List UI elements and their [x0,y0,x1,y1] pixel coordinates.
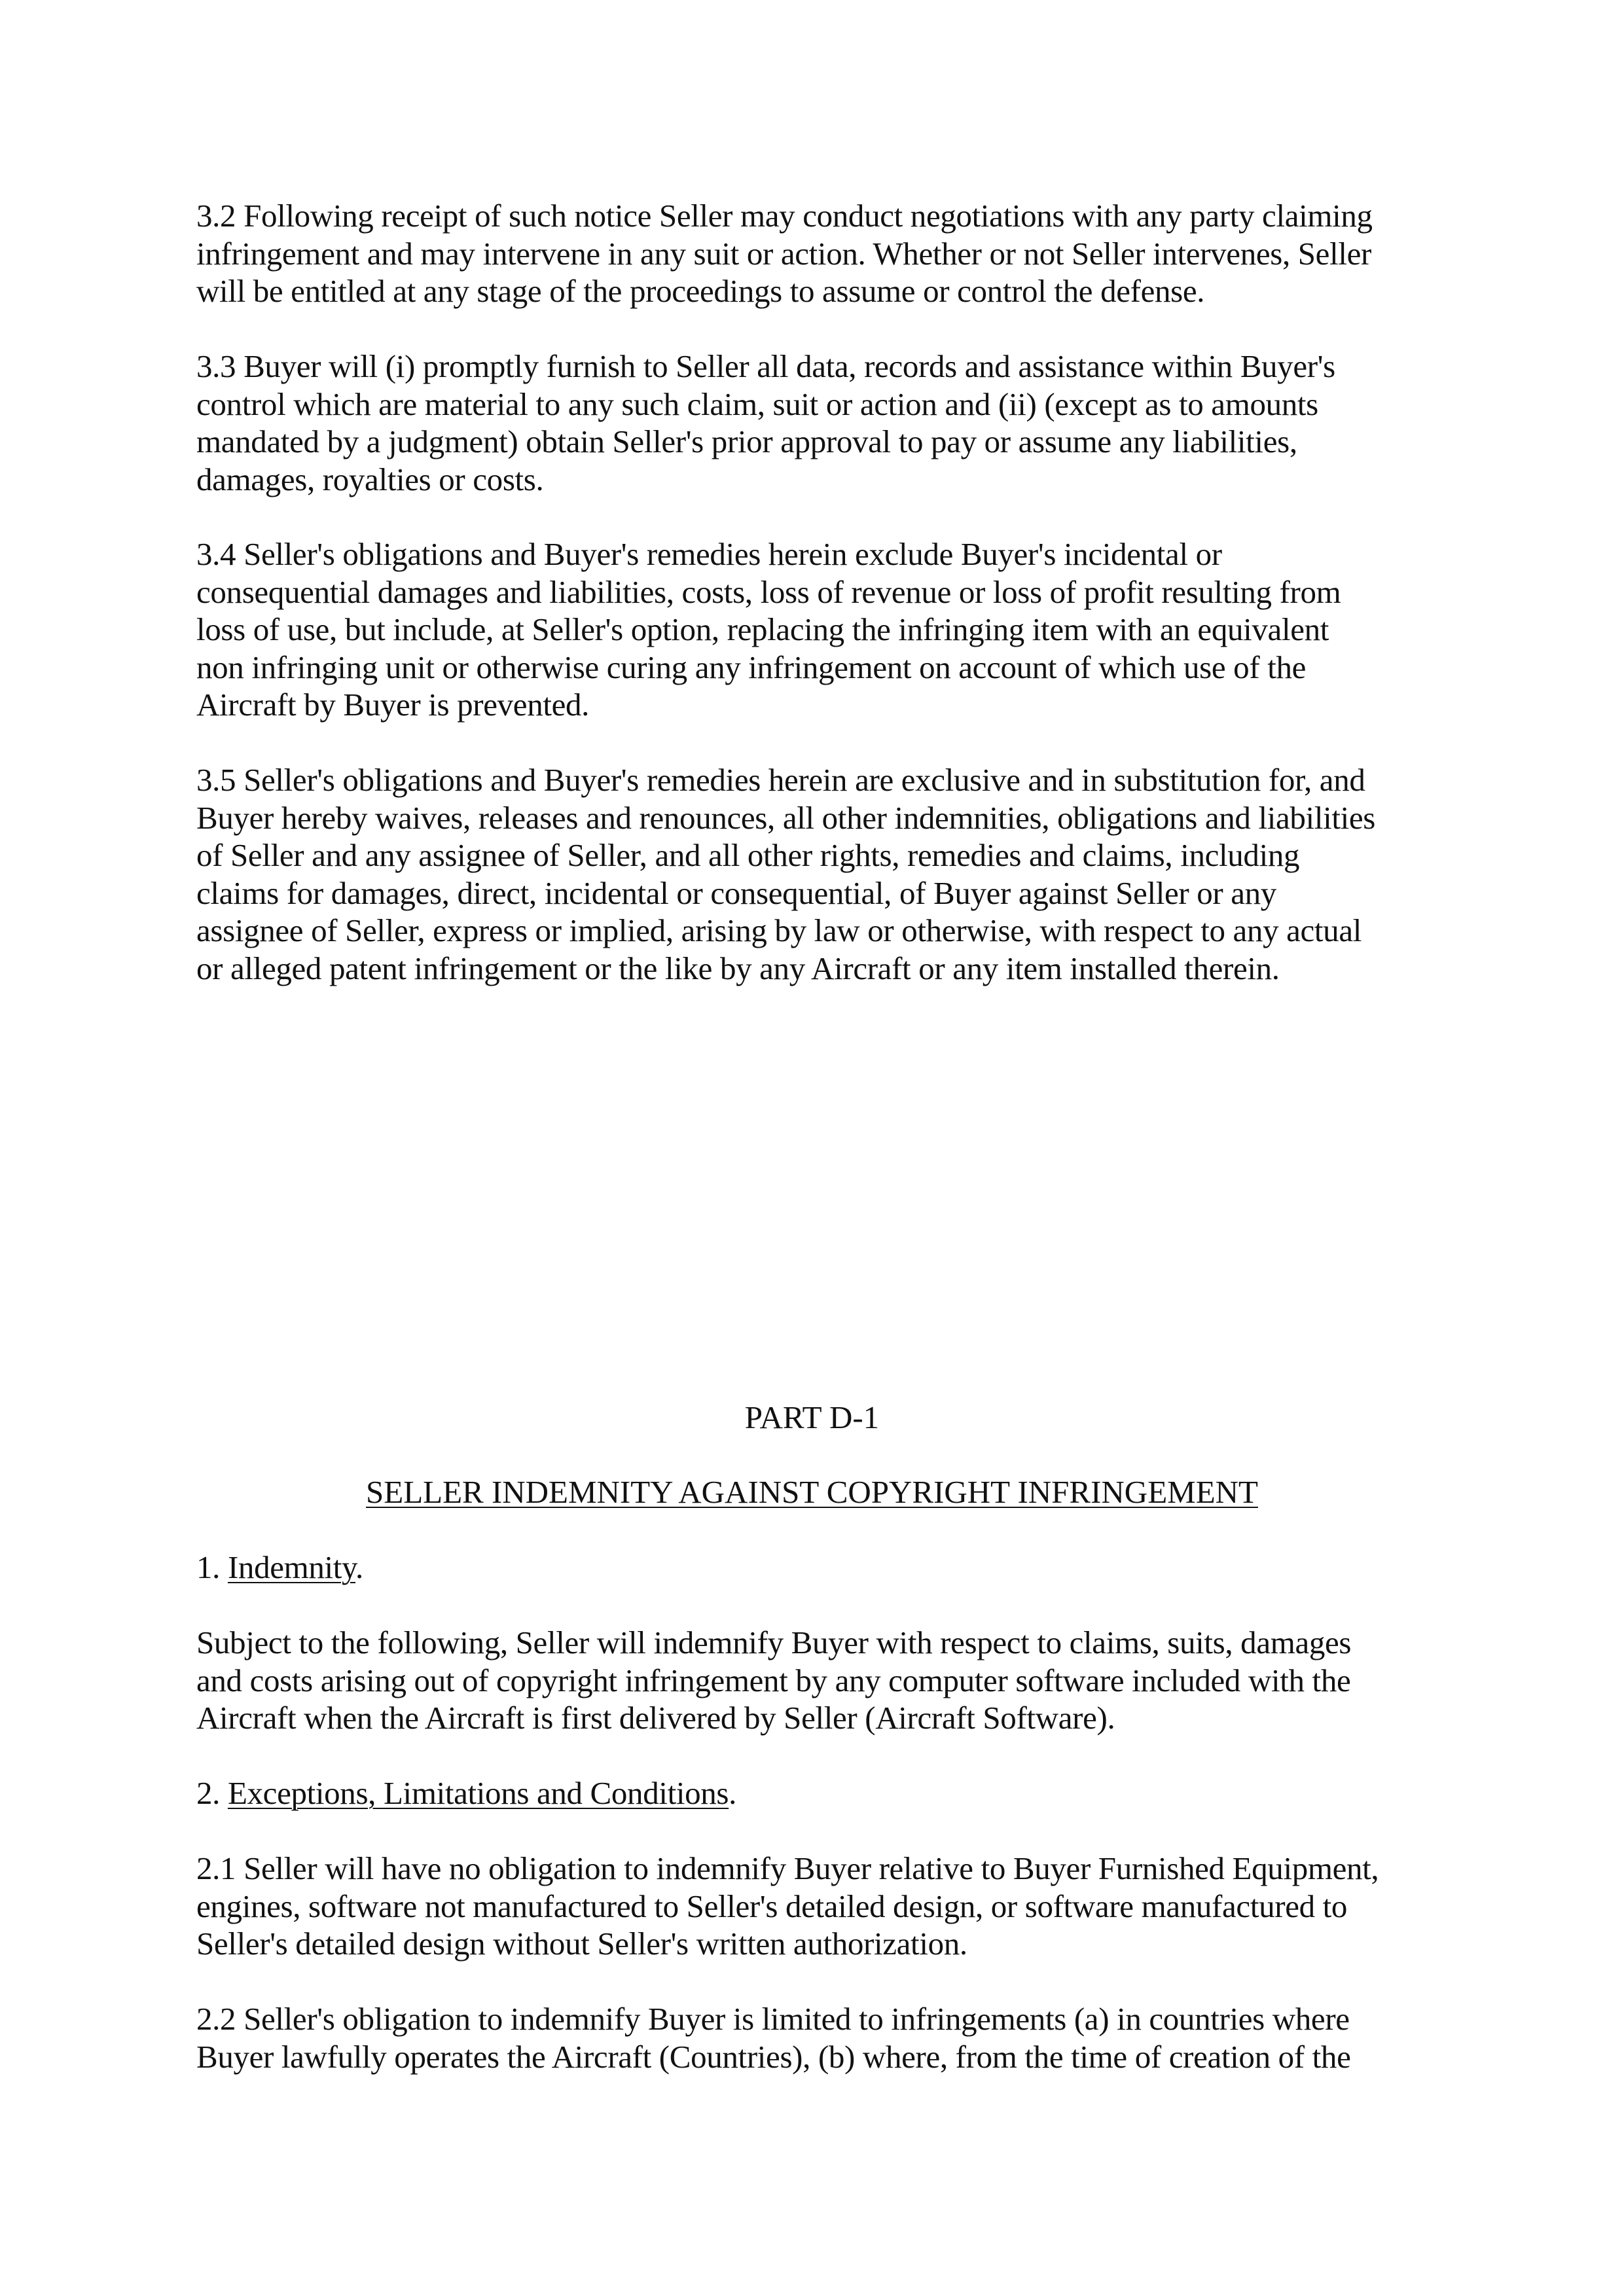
part-subtitle [0,1473,1624,1511]
paragraph-3-3: 3.3 Buyer will (i) promptly furnish to Seller all data, records and assistance within Buyer's control which are material to any such claim, suit or action and (ii) (except as to amounts mandated by a judgment) obtain Seller's prior approval to pay or assume any liabilities, damages, royalties or costs. [196,348,1335,497]
section-2-heading [196,1774,1440,1812]
section-1-heading-trail: . [355,1549,363,1585]
section-2-heading-text: Exceptions, Limitations and Conditions [227,1775,729,1811]
section-2-heading-trail: . [729,1775,737,1811]
section-1-heading [196,1549,1440,1587]
section-1-heading-text: Indemnity [227,1549,356,1585]
section-2-number: 2. [196,1775,228,1811]
part-subtitle-text: SELLER INDEMNITY AGAINST COPYRIGHT INFRINGEMENT [366,1474,1258,1510]
paragraph-2-2: 2.2 Seller's obligation to indemnify Buyer is limited to infringements (a) in countries where Buyer lawfully operates the Aircraft (Countries), (b) where, from the time of creation of the [196,2001,1351,2075]
paragraph-3-5: 3.5 Seller's obligations and Buyer's remedies herein are exclusive and in substitution for, and Buyer hereby waives, releases and renounces, all other indemnities, obligations and liabilities of Seller and any assignee of Seller, and all other rights, remedies and claims, including claims for damages, direct, incidental or consequential, of Buyer against Seller or any assignee of Seller, express or implied, arising by law or otherwise, with respect to any actual or alleged patent infringement or the like by any Aircraft or any item installed therein. [196,762,1375,986]
section-1-number: 1. [196,1549,228,1585]
paragraph-3-2: 3.2 Following receipt of such notice Seller may conduct negotiations with any party claiming infringement and may intervene in any suit or action. Whether or not Seller intervenes, Seller will be entitled at any stage of the proceedings to assume or control the defense. [196,198,1373,309]
paragraph-3-4: 3.4 Seller's obligations and Buyer's remedies herein exclude Buyer's incidental or consequential damages and liabilities, costs, loss of revenue or loss of profit resulting from loss of use, but include, at Seller's option, replacing the infringing item with an equivalent non infringing unit or otherwise curing any infringement on account of which use of the Aircraft by Buyer is prevented. [196,536,1341,723]
section-1-body: Subject to the following, Seller will indemnify Buyer with respect to claims, suits, damages and costs arising out of copyright infringement by any computer software included with the Aircraft when the Aircraft is first delivered by Seller (Aircraft Software). [196,1624,1352,1736]
paragraph-2-1: 2.1 Seller will have no obligation to indemnify Buyer relative to Buyer Furnished Equipment, engines, software not manufactured to Seller's detailed design, or software manufactured to Seller's detailed design without Seller's written authorization. [196,1850,1379,1962]
part-title: PART D-1 [744,1399,880,1435]
